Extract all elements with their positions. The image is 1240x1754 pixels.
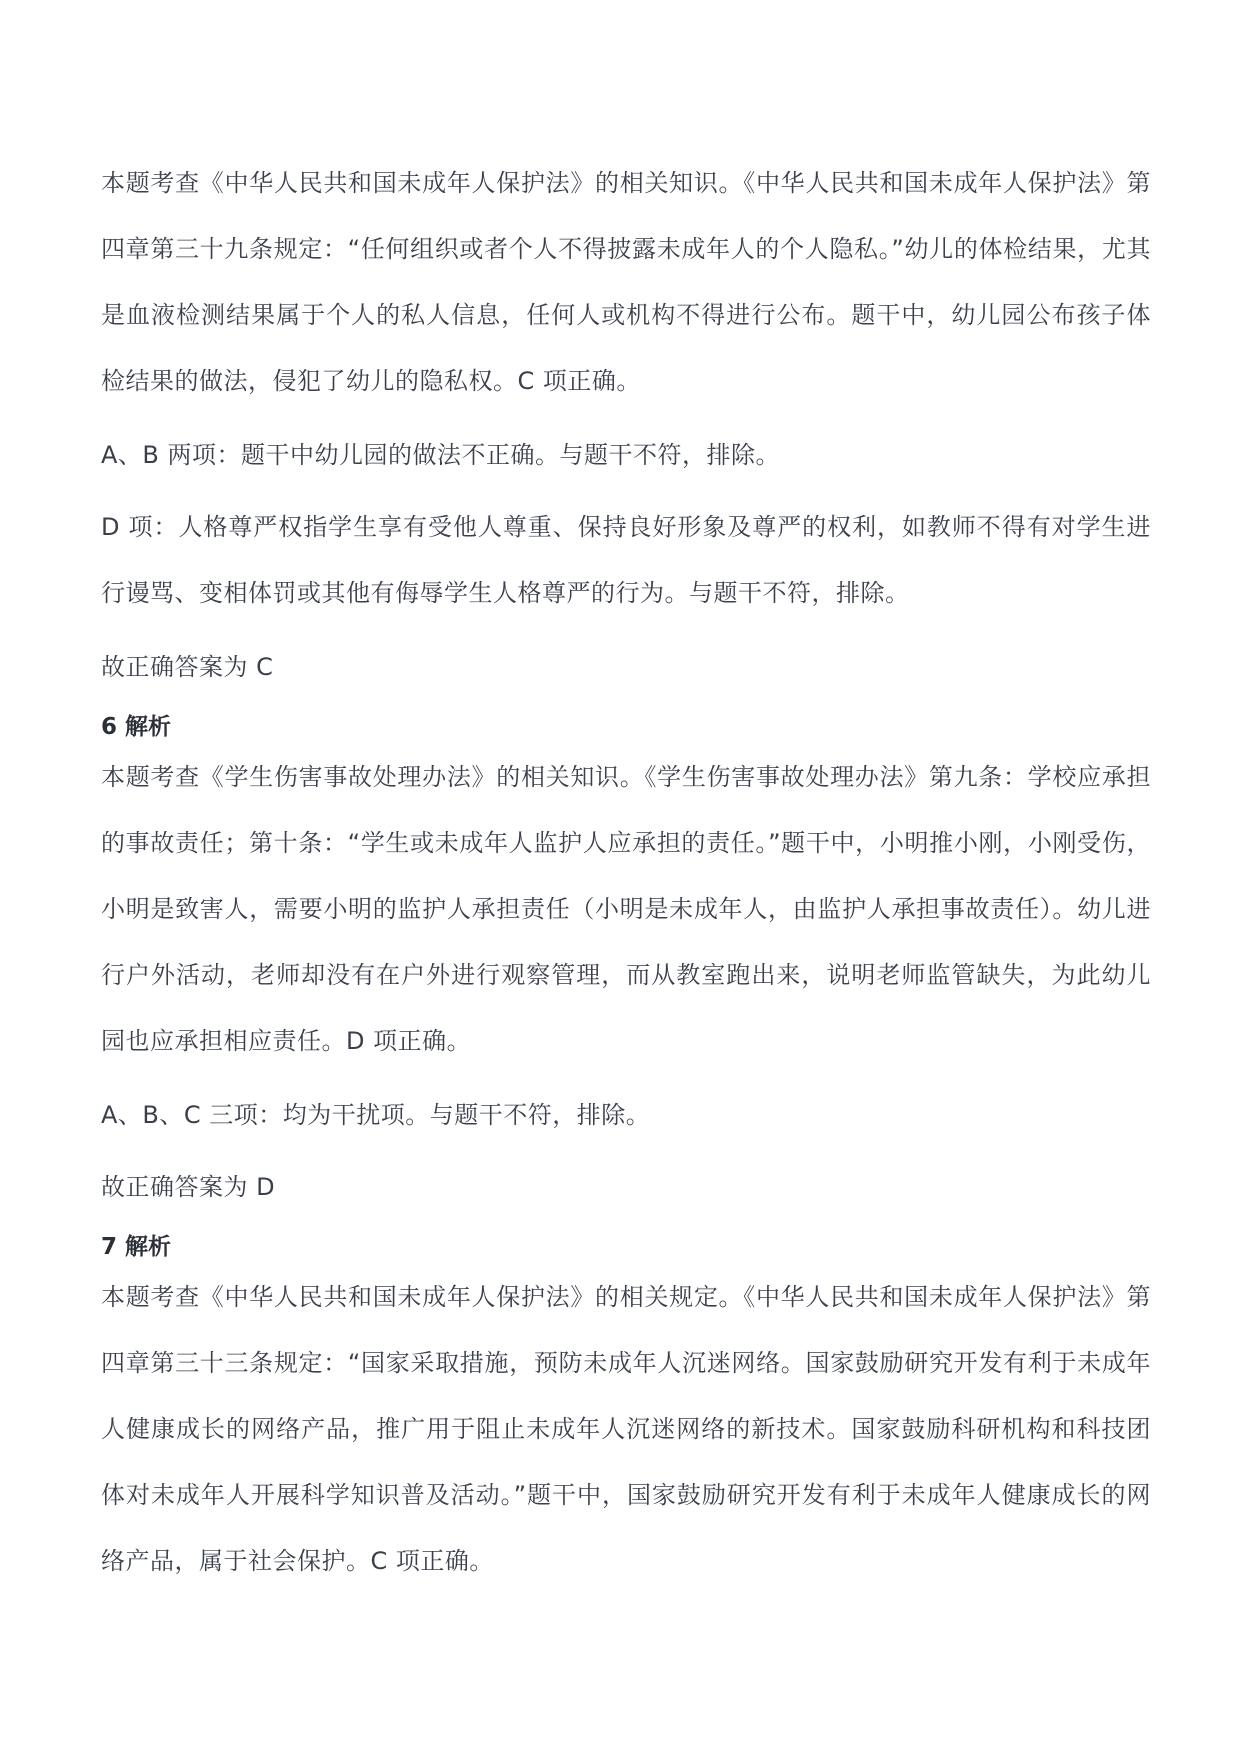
- section5-option-d-paragraph: D 项：人格尊严权指学生享有受他人尊重、保持良好形象及尊严的权利，如教师不得有对学生进行谩骂、变相体罚或其他有侮辱学生人格尊严的行为。与题干不符，排除。: [101, 513, 1151, 607]
- section5-explanation-paragraph: 本题考查《中华人民共和国未成年人保护法》的相关知识。《中华人民共和国未成年人保护法》第四章第三十九条规定：“任何组织或者个人不得披露未成年人的个人隐私。”幼儿的体检结果，尤其是血液检测结果属于个人的私人信息，任何人或机构不得进行公布。题干中，幼儿园公布孩子体检结果的做法，侵犯了幼儿的隐私权。C 项正确。: [101, 169, 1151, 395]
- section7-heading: 7 解析: [101, 1234, 172, 1260]
- section6-answer: 故正确答案为 D: [101, 1173, 276, 1201]
- section5-answer: 故正确答案为 C: [101, 653, 274, 681]
- section6-explanation-paragraph: 本题考查《学生伤害事故处理办法》的相关知识。《学生伤害事故处理办法》第九条：学校应承担的事故责任；第十条：“学生或未成年人监护人应承担的责任。”题干中，小明推小刚，小刚受伤，小明是致害人，需要小明的监护人承担责任（小明是未成年人，由监护人承担事故责任）。幼儿进行户外活动，老师却没有在户外进行观察管理，而从教室跑出来，说明老师监管缺失，为此幼儿园也应承担相应责任。D 项正确。: [101, 763, 1151, 1055]
- section6-options-abc-paragraph: A、B、C 三项：均为干扰项。与题干不符，排除。: [101, 1101, 651, 1129]
- section5-options-ab-paragraph: A、B 两项：题干中幼儿园的做法不正确。与题干不符，排除。: [101, 441, 781, 469]
- document-page: [101, 150, 1151, 1602]
- section6-heading: 6 解析: [101, 714, 172, 740]
- section7-explanation-paragraph: 本题考查《中华人民共和国未成年人保护法》的相关规定。《中华人民共和国未成年人保护法》第四章第三十三条规定：“国家采取措施，预防未成年人沉迷网络。国家鼓励研究开发有利于未成年人健康成长的网络产品，推广用于阻止未成年人沉迷网络的新技术。国家鼓励科研机构和科技团体对未成年人开展科学知识普及活动。”题干中，国家鼓励研究开发有利于未成年人健康成长的网络产品，属于社会保护。C 项正确。: [101, 1283, 1151, 1575]
